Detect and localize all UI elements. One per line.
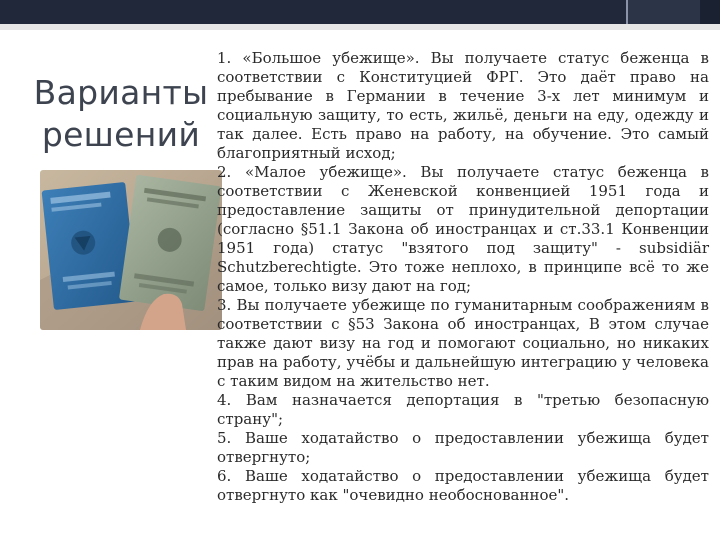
list-item: 5. Ваше ходатайство о предоставлении убежища будет отвергнуто; — [217, 429, 709, 466]
list-item: 6. Ваше ходатайство о предоставлении убежища будет отвергнуто как "очевидно необоснованное". — [217, 467, 709, 504]
title-line-2: решений — [41, 115, 201, 154]
top-bar-accent-end — [700, 0, 720, 24]
passports-photo — [40, 170, 222, 330]
title-line-1: Варианты — [33, 73, 209, 112]
list-item: 2. «Малое убежище». Вы получаете статус беженца в соответствии с Женевской конвенцией 1951 года и предоставление защиты от принудительной депортации (согласно §51.1 Закона об иностранцах и ст.33.1 Конвенции 1951 года) статус "взятого под защиту" - subsidiär Schutzberechtigte. Это тоже неплохо, в принципе всё то же самое, только визу дают на год; — [217, 163, 709, 295]
passports-illustration — [40, 170, 222, 330]
content-list — [217, 49, 709, 505]
top-decor-bar — [0, 0, 720, 30]
slide-title — [28, 72, 214, 156]
list-item: 1. «Большое убежище». Вы получаете статус беженца в соответствии с Конституцией ФРГ. Это даёт право на пребывание в Германии в течение 3-х лет минимум и социальную защиту, то есть, жильё, деньги на еду, одежду и так далее. Есть право на работу, на обучение. Это самый благоприятный исход; — [217, 49, 709, 162]
list-item: 4. Вам назначается депортация в "третью безопасную страну"; — [217, 391, 709, 428]
list-item: 3. Вы получаете убежище по гуманитарным соображениям в соответствии с §53 Закона об иностранцах, В этом случае также дают визу на год и помогают социально, но никаких прав на работу, учёбы и дальнейшую интеграцию у человека с таким видом на жительство нет. — [217, 296, 709, 390]
top-bar-light-strip — [0, 24, 720, 30]
top-bar-dark — [0, 0, 720, 24]
